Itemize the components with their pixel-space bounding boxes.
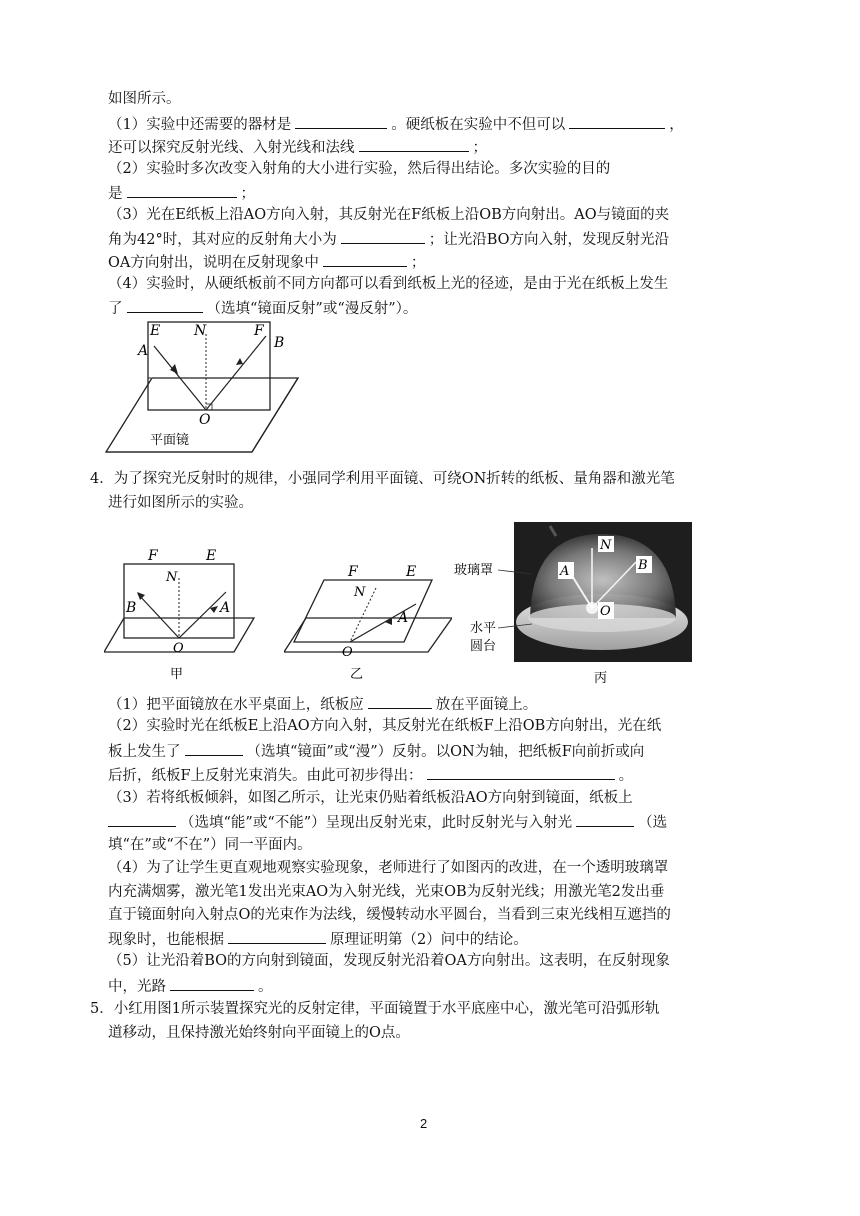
q3-part2-line2: 是 ；	[108, 183, 255, 203]
figure-bing-photo	[452, 522, 696, 688]
answer-blank[interactable]	[127, 298, 203, 313]
answer-blank[interactable]	[569, 114, 665, 129]
label-A: A	[560, 564, 570, 579]
q4-part3-line3: 填“在”或“不在”）同一平面内。	[108, 837, 312, 853]
label-plane-mirror: 平面镜	[150, 433, 190, 448]
q4-stem-line2: 进行如图所示的实验。	[108, 495, 253, 511]
caption-jia: 甲	[170, 667, 184, 682]
q5-stem-line: 5．小红用图1所示装置探究光的反射定律，平面镜置于水平底座中心，激光笔可沿弧形轨	[90, 1001, 660, 1017]
q5-stem-line2: 道移动，且保持激光始终射向平面镜上的O点。	[108, 1025, 410, 1041]
answer-blank[interactable]	[108, 812, 176, 827]
q4-part5-line: （5）让光沿着BO的方向射到镜面，发现反射光沿着OA方向射出。这表明，在反射现象	[108, 953, 670, 969]
label-E: E	[406, 564, 417, 580]
q4-part5-line2: 中，光路 。	[108, 976, 273, 996]
q4-part1-line: （1）把平面镜放在水平桌面上，纸板应 放在平面镜上。	[108, 694, 537, 714]
q4-part3-line2: （选填“能”或“不能”）呈现出反射光束，此时反射光与入射光 （选	[108, 812, 667, 832]
label-B: B	[638, 558, 648, 573]
label-E: E	[206, 548, 217, 564]
q3-part2-line: （2）实验时多次改变入射角的大小进行实验，然后得出结论。多次实验的目的	[108, 161, 611, 177]
answer-blank[interactable]	[427, 765, 615, 780]
q3-part3-line2: 角为42°时，其对应的反射角大小为 ；让光沿BO方向入射，发现反射光沿	[108, 229, 669, 249]
q4-part4-line4: 现象时，也能根据 原理证明第（2）问中的结论。	[108, 929, 528, 949]
label-O: O	[600, 604, 611, 619]
label-B: B	[126, 600, 137, 616]
q4-part4-line: （4）为了让学生更直观地观察实验现象，老师进行了如图丙的改进，在一个透明玻璃罩	[108, 860, 669, 876]
answer-blank[interactable]	[127, 183, 237, 198]
q4-part2-line: （2）实验时光在纸板E上沿AO方向入射，其反射光在纸板F上沿OB方向射出，光在纸	[108, 718, 662, 734]
q4-part3-line: （3）若将纸板倾斜，如图乙所示，让光束仍贴着纸板沿AO方向射到镜面，纸板上	[108, 790, 633, 806]
label-table-1: 水平	[470, 621, 497, 636]
answer-blank[interactable]	[341, 229, 425, 244]
label-N: N	[166, 570, 178, 585]
text-line: 如图所示。	[108, 91, 181, 107]
label-O: O	[173, 641, 184, 656]
label-O: O	[342, 645, 353, 660]
figure-mirror-board	[102, 318, 302, 456]
q4-stem-line: 4．为了探究光反射时的规律，小强同学利用平面镜、可绕ON折转的纸板、量角器和激光笔	[90, 471, 675, 487]
answer-blank[interactable]	[170, 976, 254, 991]
label-N: N	[354, 585, 366, 600]
label-glass-cover: 玻璃罩	[454, 563, 494, 578]
label-A: A	[138, 343, 149, 359]
label-F: F	[348, 564, 358, 580]
q3-part3-line: （3）光在E纸板上沿AO方向入射，其反射光在F纸板上沿OB方向射出。AO与镜面的夹	[108, 207, 670, 223]
label-B: B	[274, 335, 285, 351]
label-O: O	[199, 412, 211, 428]
label-A: A	[398, 610, 409, 626]
page-number: 2	[420, 1116, 428, 1131]
caption-bing: 丙	[594, 671, 608, 686]
answer-blank[interactable]	[295, 114, 387, 129]
figure-yi	[284, 540, 454, 688]
label-A: A	[220, 600, 231, 616]
q4-part2-line2: 板上发生了 （选填“镜面”或“漫”）反射。以ON为轴，把纸板F向前折或向	[108, 741, 644, 761]
answer-blank[interactable]	[368, 694, 432, 709]
q4-part2-line3: 后折，纸板F上反射光束消失。由此可初步得出： 。	[108, 765, 633, 785]
q3-part4-line: （4）实验时，从硬纸板前不同方向都可以看到纸板上光的径迹，是由于光在纸板上发生	[108, 276, 669, 292]
answer-blank[interactable]	[359, 137, 469, 152]
label-N: N	[194, 323, 207, 339]
label-N: N	[600, 538, 612, 553]
answer-blank[interactable]	[576, 812, 634, 827]
figure-jia	[104, 540, 264, 688]
q3-part1-line2: 还可以探究反射光线、入射光线和法线 ；	[108, 137, 487, 157]
q4-part4-line3: 直于镜面射向入射点O的光束作为法线，缓慢转动水平圆台，当看到三束光线相互遮挡的	[108, 907, 671, 923]
answer-blank[interactable]	[228, 929, 326, 944]
caption-yi: 乙	[350, 667, 364, 682]
label-table-2: 圆台	[470, 639, 497, 654]
q4-part4-line2: 内充满烟雾，激光笔1发出光束AO为入射光线，光束OB为反射光线；用激光笔2发出垂	[108, 884, 665, 900]
label-E: E	[150, 323, 161, 339]
q3-part4-line2: 了 （选填“镜面反射”或“漫反射”）。	[108, 298, 417, 318]
answer-blank[interactable]	[185, 741, 243, 756]
q3-part1-line: （1）实验中还需要的器材是 。硬纸板在实验中不但可以 ，	[108, 114, 684, 134]
q3-part3-line3: OA方向射出，说明在反射现象中 ；	[108, 252, 425, 272]
label-F: F	[254, 323, 264, 339]
answer-blank[interactable]	[323, 252, 407, 267]
label-F: F	[148, 548, 158, 564]
